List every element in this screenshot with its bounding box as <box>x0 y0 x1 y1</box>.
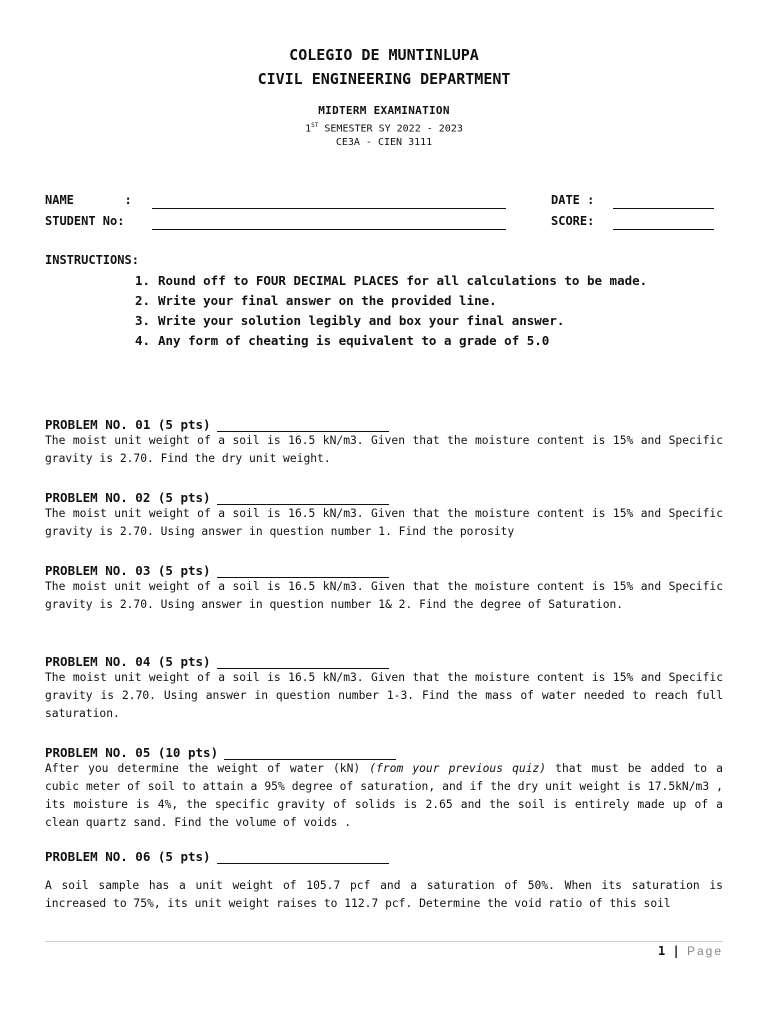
instructions-heading: INSTRUCTIONS: <box>45 253 139 267</box>
problem-header <box>45 651 723 669</box>
problem-text <box>45 760 723 832</box>
department-name: CIVIL ENGINEERING DEPARTMENT <box>257 70 511 88</box>
date-label: DATE : <box>551 193 595 207</box>
instruction-text: Write your solution legibly and box your final answer. <box>158 313 565 328</box>
exam-title: MIDTERM EXAMINATION <box>318 104 450 117</box>
problem-header <box>45 487 723 505</box>
semester-line <box>0 122 768 134</box>
date-field[interactable] <box>613 208 714 209</box>
problem-title: PROBLEM NO. 04 (5 pts) <box>45 654 211 669</box>
instruction-item <box>135 291 705 311</box>
problem-header <box>45 742 723 760</box>
answer-line[interactable] <box>217 419 389 432</box>
problem-03 <box>45 560 723 614</box>
answer-line[interactable] <box>217 492 389 505</box>
answer-line[interactable] <box>217 565 389 578</box>
semester-superscript: ST <box>311 122 319 129</box>
footer-divider <box>45 941 723 942</box>
semester-rest: SEMESTER SY 2022 - 2023 <box>318 123 463 135</box>
problem-title: PROBLEM NO. 06 (5 pts) <box>45 849 211 864</box>
problem-header <box>45 846 723 864</box>
instruction-text: Write your final answer on the provided line. <box>158 293 497 308</box>
course-code: CE3A - CIEN 3111 <box>335 137 433 148</box>
instruction-item <box>135 311 705 331</box>
instruction-text: Round off to FOUR DECIMAL PLACES for all calculations to be made. <box>158 273 648 288</box>
name-field[interactable] <box>152 208 506 209</box>
page-word: Page <box>686 944 723 958</box>
problem-text-italic: (from your previous quiz) <box>369 762 547 775</box>
problem-text: The moist unit weight of a soil is 16.5 kN/m3. Given that the moisture content is 15% and Specific gravity is 2.70. Using answer in question number 1& 2. Find the degree of Saturation. <box>45 580 723 611</box>
instruction-number: 2. <box>135 293 151 308</box>
problem-text-part: After you determine the weight of water (kN) <box>45 762 370 775</box>
problem-header <box>45 414 723 432</box>
instruction-number: 3. <box>135 313 151 328</box>
problem-title: PROBLEM NO. 02 (5 pts) <box>45 490 211 505</box>
problem-header <box>45 560 723 578</box>
school-name: COLEGIO DE MUNTINLUPA <box>289 46 479 64</box>
problem-text-part: that must be added to a cubic meter of soil to attain a 95% degree of saturation, and if the dry unit weight is 17.5kN/m3 , its moisture is 4%, the specific gravity of solids is 2.65 and the soil is entirely made up of a clean quartz sand. Find the volume of voids . <box>45 762 723 829</box>
instructions-list <box>135 271 705 351</box>
name-label: NAME : <box>45 193 132 207</box>
student-no-label: STUDENT No: <box>45 214 125 228</box>
answer-line[interactable] <box>217 851 389 864</box>
problem-06 <box>45 846 723 913</box>
problem-title: PROBLEM NO. 05 (10 pts) <box>45 745 219 760</box>
instruction-item <box>135 271 705 291</box>
problem-05 <box>45 742 723 832</box>
page-footer <box>658 944 723 958</box>
problem-text: The moist unit weight of a soil is 16.5 kN/m3. Given that the moisture content is 15% and Specific gravity is 2.70. Using answer in question number 1-3. Find the mass of water needed to reach full saturation. <box>45 671 723 720</box>
score-label: SCORE: <box>551 214 595 228</box>
instruction-item <box>135 331 705 351</box>
problem-text: The moist unit weight of a soil is 16.5 kN/m3. Given that the moisture content is 15% and Specific gravity is 2.70. Using answer in question number 1. Find the porosity <box>45 507 723 538</box>
instruction-text: Any form of cheating is equivalent to a grade of 5.0 <box>158 333 550 348</box>
problem-02 <box>45 487 723 541</box>
score-field[interactable] <box>613 229 714 230</box>
problem-title: PROBLEM NO. 03 (5 pts) <box>45 563 211 578</box>
semester-ordinal: 1 <box>305 123 312 135</box>
problem-title: PROBLEM NO. 01 (5 pts) <box>45 417 211 432</box>
page-number: 1 <box>658 944 666 958</box>
page-separator: | <box>672 944 680 958</box>
problem-text: A soil sample has a unit weight of 105.7 pcf and a saturation of 50%. When its saturation is increased to 75%, its unit weight raises to 112.7 pcf. Determine the void ratio of this soil <box>45 879 723 910</box>
problem-01 <box>45 414 723 468</box>
problem-04 <box>45 651 723 723</box>
problem-text: The moist unit weight of a soil is 16.5 kN/m3. Given that the moisture content is 15% and Specific gravity is 2.70. Find the dry unit weight. <box>45 434 723 465</box>
instruction-number: 4. <box>135 333 151 348</box>
student-no-field[interactable] <box>152 229 506 230</box>
answer-line[interactable] <box>224 747 396 760</box>
instruction-number: 1. <box>135 273 151 288</box>
answer-line[interactable] <box>217 656 389 669</box>
